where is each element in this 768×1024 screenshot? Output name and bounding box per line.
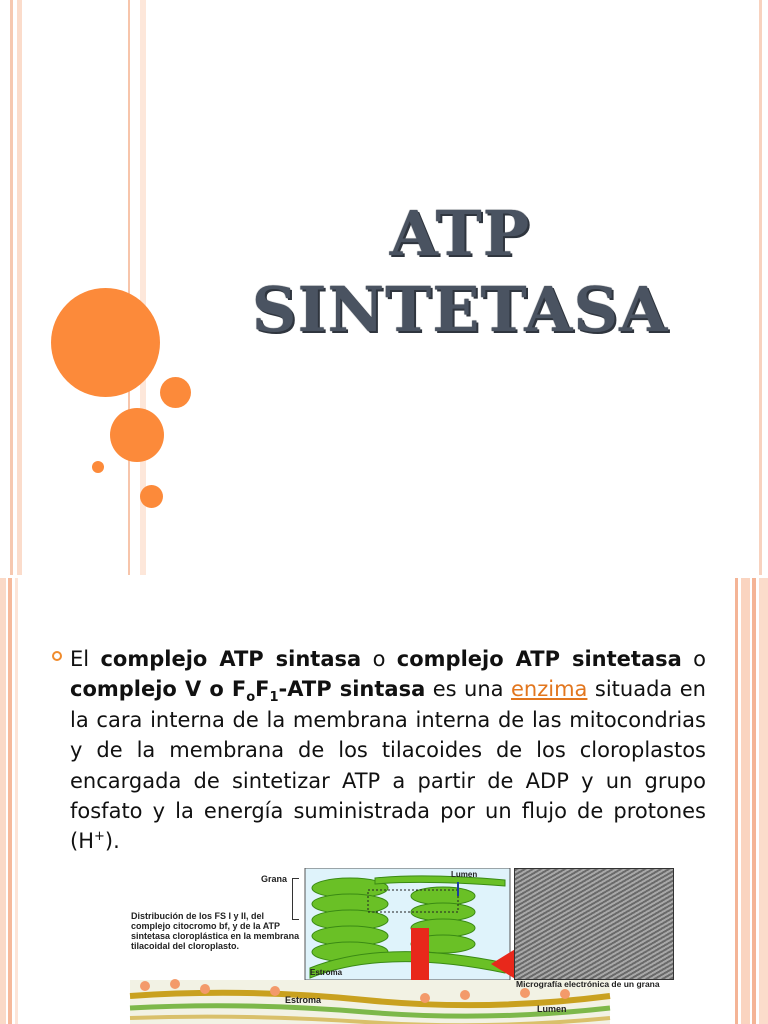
decor-circle-tiny (92, 461, 104, 473)
lumen-label-top: Lumen (451, 870, 478, 879)
decor-bar (8, 578, 12, 1024)
thylakoid-figure (125, 868, 685, 1024)
enzima-link[interactable]: enzima (511, 677, 588, 702)
decor-line (759, 0, 762, 575)
decor-bar (741, 578, 750, 1024)
text-run: El (70, 647, 101, 671)
subscript: o (246, 690, 256, 706)
text-run: ). (104, 829, 120, 854)
decor-circle-large (51, 288, 160, 397)
text-run: situada en la cara interna de la membrana interna de las mitocondrias y de la membrana de los tilacoides de los cloroplastos encargada de sintetizar ATP a partir de ADP y un grupo fosfato y la energía suministrada por un flujo de protones (H (70, 677, 706, 854)
decor-bar (735, 578, 738, 1024)
title-line-1: ATP (389, 197, 531, 270)
micrograph-caption: Micrografía electrónica de un grana (516, 979, 660, 989)
electron-micrograph (514, 868, 674, 980)
text-run: -ATP sintasa (278, 677, 426, 702)
text-run: o (681, 647, 707, 671)
text-run: F (255, 677, 270, 702)
decor-circle-small (160, 377, 191, 408)
decor-line (128, 0, 130, 575)
definition-paragraph (70, 644, 706, 857)
slide-title (250, 196, 670, 348)
estroma-label-bottom: Estroma (285, 995, 322, 1005)
decor-line (10, 0, 13, 575)
bullet-icon (52, 651, 62, 661)
superscript: + (93, 829, 105, 845)
content-slide (0, 578, 768, 1024)
text-run: es una (425, 677, 512, 702)
decor-circle-medium (110, 408, 164, 462)
estroma-label-top: Estroma (310, 968, 343, 977)
grana-label: Grana (261, 874, 288, 884)
bold-term: complejo ATP sintetasa (396, 647, 682, 671)
text-run: complejo V o F (70, 677, 247, 702)
decor-bar (759, 578, 768, 1024)
decor-bar (15, 578, 18, 1024)
decor-bar (0, 578, 6, 1024)
subscript: 1 (269, 690, 279, 706)
decor-circle-small (140, 485, 163, 508)
bold-term (70, 677, 426, 706)
bold-term: complejo ATP sintasa (100, 647, 362, 671)
decor-bar (752, 578, 756, 1024)
text-run: o (361, 647, 397, 671)
lumen-label-bottom: Lumen (537, 1004, 567, 1014)
decor-line (17, 0, 22, 575)
figure-caption: Distribución de los FS I y II, del complejo citocromo bf, y de la ATP sintetasa cloroplástica en la membrana tilacoidal del cloroplasto. (131, 911, 300, 951)
title-line-2: SINTETASA (251, 273, 669, 346)
